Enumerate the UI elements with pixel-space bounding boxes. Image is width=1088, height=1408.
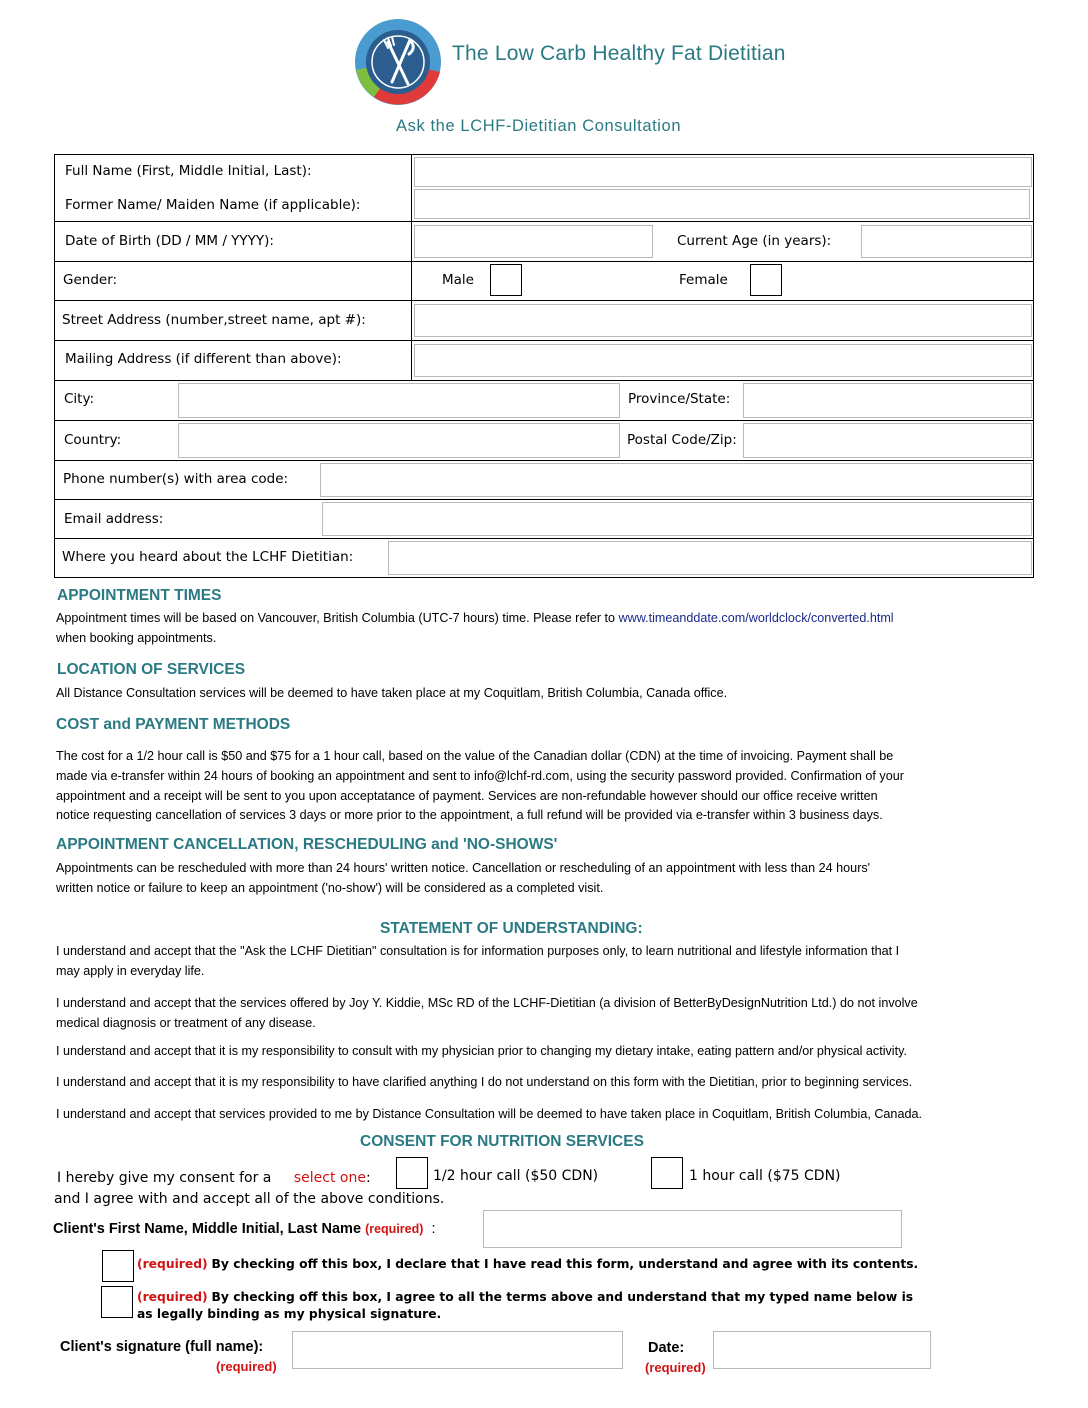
date-label: Date:	[648, 1340, 685, 1356]
phone-input[interactable]	[320, 463, 1032, 497]
half-hour-label: 1/2 hour call ($50 CDN)	[433, 1168, 599, 1184]
male-checkbox[interactable]	[490, 264, 522, 296]
dob-label: Date of Birth (DD / MM / YYYY):	[65, 233, 274, 249]
logo-text: The Low Carb Healthy Fat Dietitian	[452, 42, 786, 65]
cancellation-line: Appointments can be rescheduled with more than 24 hours' written notice. Cancellation or rescheduling of an appointment with less than 24 hours'	[56, 861, 871, 875]
statement-line: medical diagnosis or treatment of any disease.	[56, 1015, 316, 1030]
city-label: City:	[64, 391, 95, 407]
statement-line: I understand and accept that the services offered by Joy Y. Kiddie, MSc RD of the LCHF-Dietitian (a division of BetterByDesignNutrition Ltd.) do not involve	[56, 996, 918, 1010]
gender-label: Gender:	[63, 272, 118, 288]
appointment-times-text	[56, 609, 1046, 649]
timeanddate-link[interactable]: www.timeanddate.com/worldclock/converted.html	[618, 611, 894, 625]
select-one-text: select one	[293, 1170, 366, 1186]
statement-1	[56, 942, 1066, 982]
full-name-label: Full Name (First, Middle Initial, Last):	[65, 163, 312, 179]
client-name-label: Client's First Name, Middle Initial, Last Name	[53, 1221, 362, 1237]
statement-line: I understand and accept that the "Ask the LCHF Dietitian" consultation is for information purposes only, to learn nutritional and lifestyle information that I	[56, 944, 900, 958]
mailing-label: Mailing Address (if different than above):	[65, 351, 342, 367]
signature-label: Client's signature (full name):	[60, 1339, 264, 1355]
signature-input[interactable]	[292, 1331, 623, 1369]
binding-signature-text	[137, 1289, 913, 1323]
heard-label: Where you heard about the LCHF Dietitian:	[62, 549, 354, 565]
cost-line: The cost for a 1/2 hour call is $50 and $75 for a 1 hour call, based on the value of the Canadian dollar (CDN) at the time of invoicing. Payment shall be	[56, 749, 894, 763]
consent-line	[57, 1170, 371, 1186]
former-name-label: Former Name/ Maiden Name (if applicable):	[65, 197, 361, 213]
required-text: (required)	[137, 1257, 208, 1271]
check2-text-2: as legally binding as my physical signature.	[137, 1307, 442, 1321]
read-form-text	[137, 1257, 918, 1271]
email-label: Email address:	[64, 511, 164, 527]
colon-text: :	[365, 1170, 371, 1186]
signature-required: (required)	[216, 1359, 277, 1374]
required-text: (required)	[365, 1222, 424, 1236]
province-input[interactable]	[743, 383, 1032, 418]
postal-input[interactable]	[743, 423, 1032, 458]
check1-text: By checking off this box, I declare that I have read this form, understand and agree with its contents.	[211, 1257, 919, 1271]
statement-3: I understand and accept that it is my responsibility to consult with my physician prior to changing my dietary intake, eating pattern and/or physical activity.	[56, 1044, 907, 1058]
female-label: Female	[679, 272, 728, 288]
half-hour-checkbox[interactable]	[396, 1157, 428, 1189]
country-label: Country:	[64, 432, 122, 448]
cancellation-line: written notice or failure to keep an appointment ('no-show') will be considered as a completed visit.	[56, 880, 604, 895]
required-text: (required)	[137, 1290, 208, 1304]
binding-signature-checkbox[interactable]	[101, 1286, 133, 1318]
appointment-times-body-2: when booking appointments.	[56, 630, 217, 645]
one-hour-label: 1 hour call ($75 CDN)	[689, 1168, 841, 1184]
phone-label: Phone number(s) with area code:	[63, 471, 289, 487]
appointment-times-body: Appointment times will be based on Vancouver, British Columbia (UTC-7 hours) time. Please refer to	[56, 611, 619, 625]
agree-text: and I agree with and accept all of the above conditions.	[54, 1191, 445, 1207]
cost-line: notice requesting cancellation of services 3 days or more prior to the appointment, a full refund will be provided via e-transfer within 3 business days.	[56, 808, 883, 823]
age-input[interactable]	[861, 225, 1032, 258]
location-text: All Distance Consultation services will be deemed to have taken place at my Coquitlam, British Columbia, Canada office.	[56, 686, 728, 700]
statement-heading: STATEMENT OF UNDERSTANDING:	[380, 920, 643, 937]
statement-5: I understand and accept that services provided to me by Distance Consultation will be deemed to have taken place in Coquitlam, British Columbia, Canada.	[56, 1107, 922, 1121]
appointment-times-heading: APPOINTMENT TIMES	[57, 587, 222, 604]
cost-line: appointment and a receipt will be sent to you upon acceptatance of payment. Services are non-refundable however should our office receive written	[56, 788, 878, 803]
province-label: Province/State:	[628, 391, 731, 407]
street-label: Street Address (number,street name, apt #):	[62, 312, 366, 328]
colon-text: :	[431, 1221, 436, 1237]
cancellation-heading: APPOINTMENT CANCELLATION, RESCHEDULING and 'NO-SHOWS'	[56, 836, 558, 853]
country-input[interactable]	[178, 423, 620, 458]
client-name-label-line	[53, 1221, 435, 1237]
female-checkbox[interactable]	[750, 264, 782, 296]
client-name-input[interactable]	[483, 1210, 902, 1248]
check2-text: By checking off this box, I agree to all the terms above and understand that my typed name below is	[211, 1290, 914, 1304]
cost-text	[56, 747, 1056, 826]
one-hour-checkbox[interactable]	[651, 1157, 683, 1189]
date-input[interactable]	[713, 1331, 931, 1369]
age-label: Current Age (in years):	[677, 233, 832, 249]
male-label: Male	[442, 272, 474, 288]
logo	[354, 18, 442, 106]
date-required: (required)	[645, 1360, 706, 1375]
city-input[interactable]	[178, 383, 620, 418]
heard-input[interactable]	[388, 541, 1032, 575]
full-name-input[interactable]	[414, 157, 1032, 187]
postal-label: Postal Code/Zip:	[627, 432, 737, 448]
statement-2	[56, 994, 1066, 1034]
consent-heading: CONSENT FOR NUTRITION SERVICES	[360, 1133, 644, 1150]
street-input[interactable]	[414, 304, 1032, 337]
cost-heading: COST and PAYMENT METHODS	[56, 716, 291, 733]
read-form-checkbox[interactable]	[102, 1250, 134, 1282]
statement-4: I understand and accept that it is my responsibility to have clarified anything I do not understand on this form with the Dietitian, prior to beginning services.	[56, 1075, 913, 1089]
fork-knife-plate-icon	[354, 18, 442, 106]
give-consent-text: I hereby give my consent for a	[57, 1170, 272, 1186]
mailing-input[interactable]	[414, 344, 1032, 377]
email-input[interactable]	[322, 502, 1032, 536]
page-title: Ask the LCHF-Dietitian Consultation	[396, 117, 682, 135]
statement-line: may apply in everyday life.	[56, 963, 205, 978]
cost-line: made via e-transfer within 24 hours of booking an appointment and sent to info@lchf-rd.com, using the security password provided. Confirmation of your	[56, 768, 904, 783]
cancellation-text	[56, 859, 1056, 899]
former-name-input[interactable]	[414, 189, 1030, 219]
dob-input[interactable]	[414, 225, 653, 258]
location-heading: LOCATION OF SERVICES	[57, 661, 246, 678]
